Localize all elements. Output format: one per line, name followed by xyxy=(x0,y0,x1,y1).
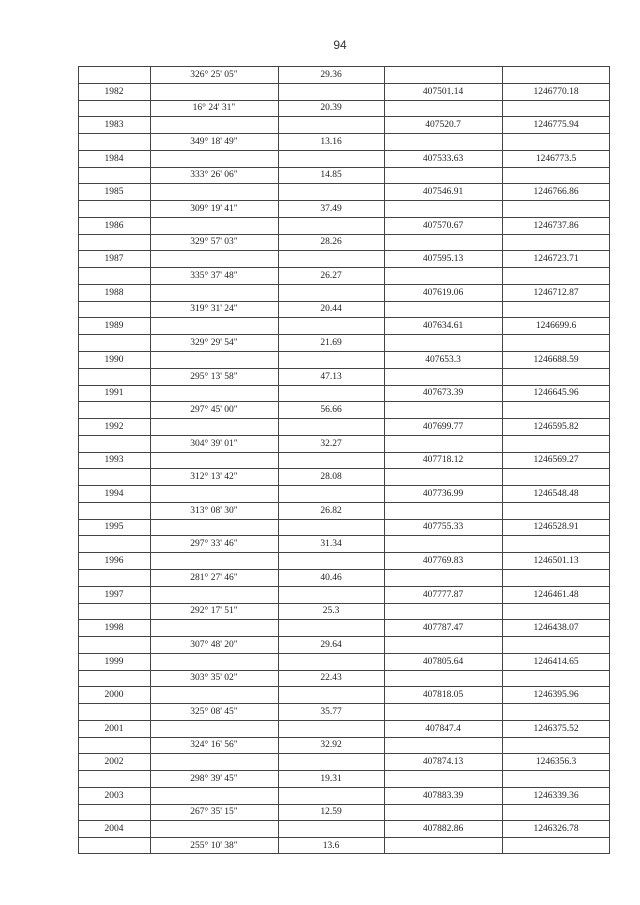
northing-cell: 407818.05 xyxy=(422,690,464,701)
bearing-cell: 297° 45' 00" xyxy=(190,405,238,416)
easting-cell: 1246395.96 xyxy=(533,690,579,701)
distance-cell: 32.27 xyxy=(320,438,342,449)
station-number-cell: 1994 xyxy=(104,488,124,499)
table-row-line xyxy=(78,837,610,838)
distance-cell: 28.26 xyxy=(320,237,342,248)
station-number-cell: 1983 xyxy=(104,120,124,131)
northing-cell: 407805.64 xyxy=(422,656,464,667)
easting-cell: 1246438.07 xyxy=(533,623,579,634)
easting-cell: 1246723.71 xyxy=(533,254,579,265)
distance-cell: 32.92 xyxy=(320,740,342,751)
table-row-line xyxy=(78,267,610,268)
table-column-line xyxy=(278,66,279,854)
bearing-cell: 325° 08' 45" xyxy=(190,706,238,717)
station-number-cell: 1989 xyxy=(104,321,124,332)
table-row-line xyxy=(78,200,610,201)
bearing-cell: 313° 08' 30" xyxy=(190,505,238,516)
distance-cell: 37.49 xyxy=(320,203,342,214)
distance-cell: 13.16 xyxy=(320,136,342,147)
bearing-cell: 324° 16' 56" xyxy=(190,740,238,751)
bearing-cell: 267° 35' 15" xyxy=(190,807,238,818)
table-row-line xyxy=(78,485,610,486)
bearing-cell: 312° 13' 42" xyxy=(190,472,238,483)
table-row-line xyxy=(78,468,610,469)
table-row-line xyxy=(78,334,610,335)
table-row-line xyxy=(78,317,610,318)
page-number: 94 xyxy=(333,38,347,52)
distance-cell: 19.31 xyxy=(320,773,342,784)
station-number-cell: 1984 xyxy=(104,153,124,164)
northing-cell: 407787.47 xyxy=(422,623,464,634)
northing-cell: 407653.3 xyxy=(425,354,461,365)
distance-cell: 25.3 xyxy=(322,606,340,617)
easting-cell: 1246770.18 xyxy=(533,86,579,97)
station-number-cell: 1990 xyxy=(104,354,124,365)
table-row-line xyxy=(78,720,610,721)
distance-cell: 14.85 xyxy=(320,170,342,181)
easting-cell: 1246326.78 xyxy=(533,824,579,835)
station-number-cell: 1999 xyxy=(104,656,124,667)
table-row-line xyxy=(78,853,610,854)
bearing-cell: 16° 24' 31" xyxy=(192,103,236,114)
station-number-cell: 2001 xyxy=(104,723,124,734)
table-row-line xyxy=(78,535,610,536)
easting-cell: 1246773.5 xyxy=(535,153,577,164)
easting-cell: 1246548.48 xyxy=(533,488,579,499)
northing-cell: 407874.13 xyxy=(422,757,464,768)
table-row-line xyxy=(78,787,610,788)
northing-cell: 407699.77 xyxy=(422,421,464,432)
table-row-line xyxy=(78,636,610,637)
table-row-line xyxy=(78,250,610,251)
station-number-cell: 1996 xyxy=(104,555,124,566)
station-number-cell: 1985 xyxy=(104,187,124,198)
easting-cell: 1246501.13 xyxy=(533,555,579,566)
northing-cell: 407718.12 xyxy=(422,455,464,466)
easting-cell: 1246699.6 xyxy=(535,321,577,332)
northing-cell: 407769.83 xyxy=(422,555,464,566)
table-row-line xyxy=(78,452,610,453)
distance-cell: 31.34 xyxy=(320,539,342,550)
table-row-line xyxy=(78,569,610,570)
station-number-cell: 1998 xyxy=(104,623,124,634)
distance-cell: 28.08 xyxy=(320,472,342,483)
table-row-line xyxy=(78,66,610,67)
distance-cell: 29.64 xyxy=(320,639,342,650)
distance-cell: 26.82 xyxy=(320,505,342,516)
station-number-cell: 2002 xyxy=(104,757,124,768)
northing-cell: 407736.99 xyxy=(422,488,464,499)
easting-cell: 1246595.82 xyxy=(533,421,579,432)
northing-cell: 407619.06 xyxy=(422,287,464,298)
bearing-cell: 281° 27' 46" xyxy=(190,572,238,583)
easting-cell: 1246528.91 xyxy=(533,522,579,533)
station-number-cell: 1995 xyxy=(104,522,124,533)
table-row-line xyxy=(78,133,610,134)
station-number-cell: 1988 xyxy=(104,287,124,298)
northing-cell: 407673.39 xyxy=(422,388,464,399)
table-row-line xyxy=(78,183,610,184)
northing-cell: 407501.14 xyxy=(422,86,464,97)
bearing-cell: 335° 37' 48" xyxy=(190,270,238,281)
northing-cell: 407520.7 xyxy=(425,120,461,131)
easting-cell: 1246737.86 xyxy=(533,220,579,231)
table-row-line xyxy=(78,167,610,168)
table-row-line xyxy=(78,820,610,821)
table-row-line xyxy=(78,586,610,587)
easting-cell: 1246688.59 xyxy=(533,354,579,365)
table-column-line xyxy=(150,66,151,854)
bearing-cell: 292° 17' 51" xyxy=(190,606,238,617)
table-row-line xyxy=(78,217,610,218)
distance-cell: 35.77 xyxy=(320,706,342,717)
table-row-line xyxy=(78,301,610,302)
bearing-cell: 304° 39' 01" xyxy=(190,438,238,449)
table-row-line xyxy=(78,284,610,285)
easting-cell: 1246645.96 xyxy=(533,388,579,399)
table-row-line xyxy=(78,234,610,235)
northing-cell: 407546.91 xyxy=(422,187,464,198)
easting-cell: 1246356.3 xyxy=(535,757,577,768)
northing-cell: 407777.87 xyxy=(422,589,464,600)
distance-cell: 29.36 xyxy=(320,69,342,80)
table-row-line xyxy=(78,418,610,419)
easting-cell: 1246766.86 xyxy=(533,187,579,198)
distance-cell: 12.59 xyxy=(320,807,342,818)
table-row-line xyxy=(78,435,610,436)
northing-cell: 407882.86 xyxy=(422,824,464,835)
distance-cell: 13.6 xyxy=(322,841,340,851)
northing-cell: 407533.63 xyxy=(422,153,464,164)
distance-cell: 21.69 xyxy=(320,338,342,349)
easting-cell: 1246375.52 xyxy=(533,723,579,734)
easting-cell: 1246461.48 xyxy=(533,589,579,600)
distance-cell: 20.39 xyxy=(320,103,342,114)
table-row-line xyxy=(78,116,610,117)
easting-cell: 1246569.27 xyxy=(533,455,579,466)
table-row-line xyxy=(78,502,610,503)
table-row-line xyxy=(78,703,610,704)
survey-coordinate-table xyxy=(78,66,610,854)
station-number-cell: 2003 xyxy=(104,790,124,801)
bearing-cell: 295° 13' 58" xyxy=(190,371,238,382)
station-number-cell: 2000 xyxy=(104,690,124,701)
table-row-line xyxy=(78,552,610,553)
table-row-line xyxy=(78,737,610,738)
table-row-line xyxy=(78,83,610,84)
station-number-cell: 1992 xyxy=(104,421,124,432)
distance-cell: 26.27 xyxy=(320,270,342,281)
bearing-cell: 309° 19' 41" xyxy=(190,203,238,214)
bearing-cell: 329° 57' 03" xyxy=(190,237,238,248)
bearing-cell: 255° 10' 38" xyxy=(190,841,238,851)
table-row-line xyxy=(78,753,610,754)
bearing-cell: 303° 35' 02" xyxy=(190,673,238,684)
table-row-line xyxy=(78,603,610,604)
bearing-cell: 297° 33' 46" xyxy=(190,539,238,550)
table-row-line xyxy=(78,351,610,352)
table-row-line xyxy=(78,670,610,671)
bearing-cell: 333° 26' 06" xyxy=(190,170,238,181)
northing-cell: 407595.13 xyxy=(422,254,464,265)
distance-cell: 47.13 xyxy=(320,371,342,382)
northing-cell: 407634.61 xyxy=(422,321,464,332)
bearing-cell: 349° 18' 49" xyxy=(190,136,238,147)
distance-cell: 20.44 xyxy=(320,304,342,315)
table-row-line xyxy=(78,519,610,520)
northing-cell: 407570.67 xyxy=(422,220,464,231)
northing-cell: 407847.4 xyxy=(425,723,461,734)
easting-cell: 1246414.65 xyxy=(533,656,579,667)
easting-cell: 1246712.87 xyxy=(533,287,579,298)
distance-cell: 40.46 xyxy=(320,572,342,583)
bearing-cell: 319° 31' 24" xyxy=(190,304,238,315)
bearing-cell: 326° 25' 05" xyxy=(190,69,238,80)
table-row-line xyxy=(78,653,610,654)
northing-cell: 407755.33 xyxy=(422,522,464,533)
table-row-line xyxy=(78,401,610,402)
table-row-line xyxy=(78,770,610,771)
table-row-line xyxy=(78,686,610,687)
station-number-cell: 1997 xyxy=(104,589,124,600)
distance-cell: 56.66 xyxy=(320,405,342,416)
station-number-cell: 1991 xyxy=(104,388,124,399)
table-row-line xyxy=(78,100,610,101)
northing-cell: 407883.39 xyxy=(422,790,464,801)
table-row-line xyxy=(78,385,610,386)
easting-cell: 1246775.94 xyxy=(533,120,579,131)
table-row-line xyxy=(78,368,610,369)
bearing-cell: 307° 48' 20" xyxy=(190,639,238,650)
distance-cell: 22.43 xyxy=(320,673,342,684)
station-number-cell: 1986 xyxy=(104,220,124,231)
table-row-line xyxy=(78,150,610,151)
station-number-cell: 1993 xyxy=(104,455,124,466)
station-number-cell: 1987 xyxy=(104,254,124,265)
station-number-cell: 2004 xyxy=(104,824,124,835)
table-row-line xyxy=(78,619,610,620)
bearing-cell: 298° 39' 45" xyxy=(190,773,238,784)
table-row-line xyxy=(78,804,610,805)
bearing-cell: 329° 29' 54" xyxy=(190,338,238,349)
station-number-cell: 1982 xyxy=(104,86,124,97)
easting-cell: 1246339.36 xyxy=(533,790,579,801)
